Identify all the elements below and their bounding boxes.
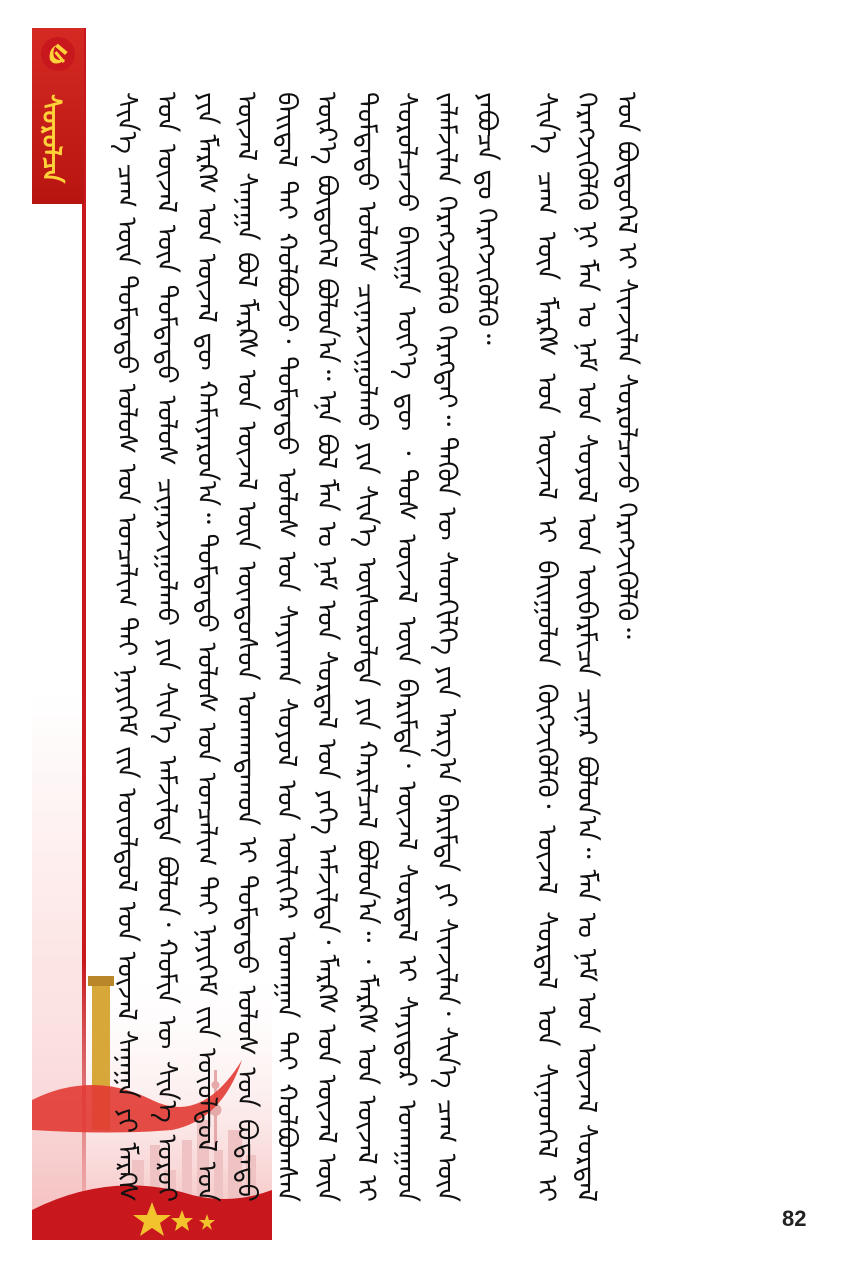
paragraph: ᠰᠢᠨ᠎ᠡ ᠴᠠᠭ ᠦᠨ ᠮᠠᠷᠺᠰ ᠤᠨ ᠦᠵᠡᠯ ᠢ ᠪᠠᠢᠭᠤᠯᠤᠨ ᠬᠥᠭᠵᠢᠭᠦᠯᠬᠦ᠂ ᠦᠵᠡᠯ ᠰᠤᠷᠲᠠᠯ ᠤᠨ ᠰᠢᠨᠡᠳᠬᠡᠯ ᠢ ᠬᠡᠷᠡᠭᠵᠢᠭᠦᠯᠬᠦ ᠨᠢ ᠮᠠᠨ ᠤ ᠨᠠᠮ ᠤᠨ ᠰᠣᠶᠣᠯ ᠤᠨ ᠥᠪᠡᠷᠮᠢᠴᠡ ᠴᠢᠨᠠᠷ ᠪᠣᠯᠤᠨ᠎ᠠ᠃ ᠮᠠᠨ ᠤ ᠨᠠᠮ ᠤᠨ ᠦᠵᠡᠯ ᠰᠤᠷᠲᠠᠯ ᠤᠨ ᠪᠦᠲᠦᠭᠡᠯ ᠢ ᠰᠢᠨᠵᠢᠯᠡᠨ ᠰᠤᠷᠤᠯᠴᠠᠵᠤ ᠬᠡᠷᠡᠭᠵᠢᠭᠦᠯᠬᠦ᠃ [531,92,642,1202]
body-text [106,92,816,1202]
section-tab [32,28,84,204]
page-number: 82 [782,1206,807,1231]
hammer-sickle-icon [40,36,76,72]
paragraph: ᠰᠢᠨ᠎ᠡ ᠴᠠᠭ ᠦᠨ ᠳᠤᠮᠳᠠᠳᠤ ᠤᠯᠤᠰ ᠤᠨ ᠣᠨᠴᠠᠯᠢᠭ ᠲᠠᠢ ᠨᠡᠶᠢᠭᠡᠮ ᠵᠢᠨ ᠤᠶ᠋ᠤᠯᠳᠤᠯ ᠤᠨ ᠦᠵᠡᠯ ᠰᠠᠨᠠᠭᠠ ᠶᠢ ᠮᠠᠷᠺᠰ ᠤᠨ ᠦᠵᠡᠯ ᠦᠨ ᠳᠤᠮᠳᠠᠳᠤ ᠤᠯᠤᠰ ᠴᠢᠨᠠᠷᠵᠢᠭᠤᠯᠬᠤ ᠶᠢᠨ ᠰᠢᠨ᠎ᠡ ᠠᠮᠵᠢᠯᠲᠠ ᠪᠣᠯᠤᠨ᠂ ᠬᠣᠮᠢᠨ ᠦ ᠰᠢᠨ᠎ᠡ ᠣᠷᠤᠢ ᠶᠢᠨ ᠮᠠᠷᠺᠰ ᠤᠨ ᠦᠵᠡᠯ ᠳᠦ ᠬᠠᠮᠢᠶᠠᠷᠤᠨ᠎ᠠ᠃ ᠳᠤᠮᠳᠠᠳᠤ ᠤᠯᠤᠰ ᠤᠨ ᠣᠨᠴᠠᠯᠢᠭ ᠲᠠᠢ ᠨᠡᠶᠢᠭᠡᠮ ᠵᠢᠨ ᠤᠶ᠋ᠤᠯᠳᠤᠯ ᠤᠨ ᠦᠵᠡᠯ ᠰᠠᠨᠠᠭᠠ ᠪᠣᠯ ᠮᠠᠷᠺᠰ ᠤᠨ ᠦᠵᠡᠯ ᠦᠨ ᠦᠨᠳᠦᠰᠦᠨ ᠤᠬᠠᠭᠳᠠᠬᠤᠨ ᠢ ᠳᠤᠮᠳᠠᠳᠤ ᠤᠯᠤᠰ ᠤᠨ ᠪᠣᠳᠠᠲᠤ ᠪᠠᠢᠳᠠᠯ ᠲᠠᠢ ᠬᠣᠯᠪᠣᠵᠤ᠂ ᠳᠤᠮᠳᠠᠳᠤ ᠤᠯᠤᠰ ᠤᠨ ᠰᠠᠶᠢᠬᠠᠨ ᠰᠣᠶᠣᠯ ᠤᠨ ᠦᠯᠢᠭᠡᠷ ᠤᠬᠠᠭᠠᠨ ᠲᠠᠢ ᠬᠣᠯᠪᠣᠭᠰᠠᠨ ᠦᠷ᠎ᠡ ᠪᠦᠲᠦᠭᠡᠯ ᠪᠣᠯᠤᠨ᠎ᠠ᠃ ᠡᠨᠡ ᠪᠣᠯ ᠮᠠᠨ ᠤ ᠨᠠᠮ ᠤᠨ ᠰᠤᠷᠲᠠᠯ ᠤᠨ ᠶᠡᠬᠡ ᠠᠮᠵᠢᠯᠲᠠ᠂ ᠮᠠᠷᠺᠰ ᠤᠨ ᠦᠵᠡᠯ ᠦᠨ ᠳᠤᠮᠳᠠᠳᠤ ᠤᠯᠤᠰ ᠴᠢᠨᠠᠷᠵᠢᠭᠤᠯᠬᠤ ᠶᠢᠨ ᠰᠢᠨ᠎ᠡ ᠦᠰᠦᠷᠦᠯᠲᠡ ᠶᠢᠨ ᠬᠠᠷᠢᠯᠴᠠᠯ ᠪᠣᠯᠤᠨ᠎ᠠ᠃ ᠂ ᠮᠠᠷᠺᠰ ᠤᠨ ᠦᠵᠡᠯ ᠢ ᠰᠤᠷᠤᠯᠴᠠᠵᠤ ᠪᠠᠢᠭᠠ ᠦᠶ᠎ᠡ ᠳᠦ ᠂ ᠲᠤᠰ ᠦᠵᠡᠯ ᠦᠨ ᠪᠠᠷᠢᠮᠲᠠ᠂ ᠦᠵᠡᠯ ᠰᠤᠷᠲᠠᠯ ᠢ ᠰᠠᠶᠢᠲᠤᠷ ᠤᠬᠠᠭᠠᠳ ᠵᠠᠯᠠᠮᠵᠢᠯᠠᠨ ᠬᠡᠷᠡᠭᠵᠢᠭᠦᠯᠬᠦ ᠬᠡᠷᠡᠭᠲᠡᠢ᠃ ᠲᠡᠭᠦᠨ ᠦ ᠰᠡᠳᠬᠢᠯᠭᠡ ᠶᠢᠨ ᠠᠷᠭ᠎ᠠ ᠪᠠᠷᠢᠮᠲᠠ ᠶᠢ ᠰᠢᠨᠵᠢᠯᠡᠨ᠂ ᠰᠢᠨ᠎ᠡ ᠴᠠᠭ ᠦᠨ ᠶᠠᠪᠤᠴᠠ ᠳᠤ ᠬᠡᠷᠡᠭᠵᠢᠭᠦᠯᠬᠦ᠃ [111,92,502,1202]
section-title: ᠰᠤᠷᠤᠯᠴᠠ [36,94,66,184]
